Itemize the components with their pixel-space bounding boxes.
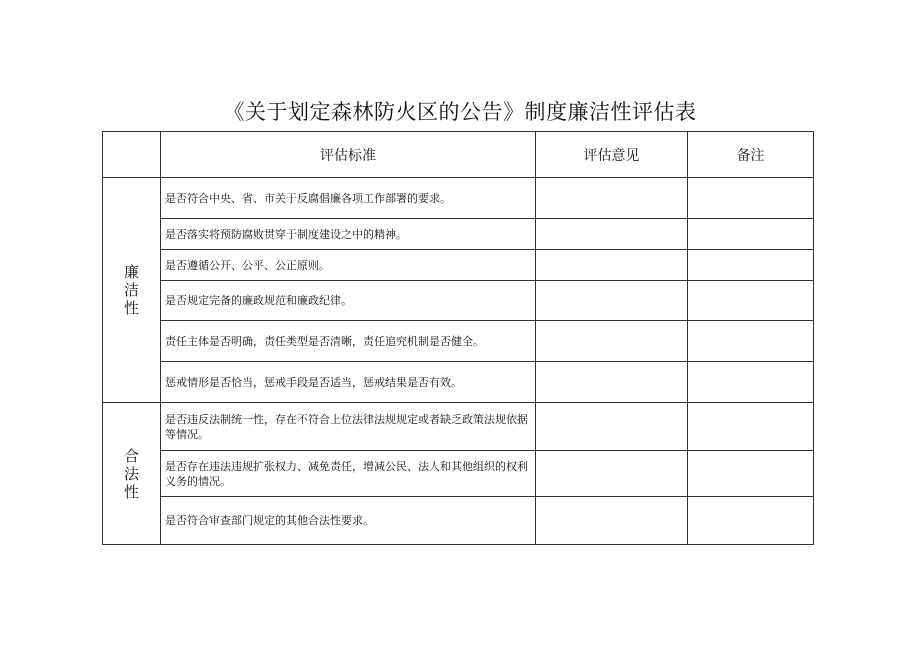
header-criteria: 评估标准 (161, 132, 536, 178)
opinion-cell[interactable] (536, 321, 688, 362)
table-row (103, 362, 814, 403)
criterion-cell: 是否存在违法违规扩张权力、减免责任，增减公民、法人和其他组织的权利义务的情况。 (161, 451, 536, 497)
opinion-cell[interactable] (536, 219, 688, 250)
remark-cell[interactable] (688, 497, 814, 545)
opinion-cell[interactable] (536, 497, 688, 545)
document-title: 《关于划定森林防火区的公告》制度廉洁性评估表 (223, 100, 697, 124)
remark-cell[interactable] (688, 403, 814, 451)
remark-cell[interactable] (688, 250, 814, 281)
category-label: 合法性 (123, 446, 139, 501)
category-legality (103, 403, 161, 545)
remark-cell[interactable] (688, 321, 814, 362)
criterion-cell: 是否落实将预防腐败贯穿于制度建设之中的精神。 (161, 219, 536, 250)
header-remark: 备注 (688, 132, 814, 178)
opinion-cell[interactable] (536, 451, 688, 497)
remark-cell[interactable] (688, 281, 814, 321)
opinion-cell[interactable] (536, 403, 688, 451)
criterion-cell: 是否符合审查部门规定的其他合法性要求。 (161, 497, 536, 545)
table-row (103, 497, 814, 545)
criterion-cell: 惩戒情形是否恰当，惩戒手段是否适当，惩戒结果是否有效。 (161, 362, 536, 403)
criterion-cell: 是否符合中央、省、市关于反腐倡廉各项工作部署的要求。 (161, 178, 536, 219)
remark-cell[interactable] (688, 178, 814, 219)
category-label: 廉洁性 (123, 263, 139, 317)
opinion-cell[interactable] (536, 362, 688, 403)
criterion-cell: 是否遵循公开、公平、公正原则。 (161, 250, 536, 281)
table-row (103, 451, 814, 497)
criterion-cell: 责任主体是否明确，责任类型是否清晰，责任追究机制是否健全。 (161, 321, 536, 362)
category-integrity (103, 178, 161, 403)
remark-cell[interactable] (688, 362, 814, 403)
table-row (103, 250, 814, 281)
remark-cell[interactable] (688, 219, 814, 250)
table-row (103, 403, 814, 451)
remark-cell[interactable] (688, 451, 814, 497)
opinion-cell[interactable] (536, 178, 688, 219)
evaluation-table (102, 131, 814, 545)
table-row (103, 219, 814, 250)
table-row (103, 281, 814, 321)
criterion-cell: 是否规定完备的廉政规范和廉政纪律。 (161, 281, 536, 321)
header-opinion: 评估意见 (536, 132, 688, 178)
table-row (103, 178, 814, 219)
header-row (103, 132, 814, 178)
criterion-cell: 是否违反法制统一性，存在不符合上位法律法规规定或者缺乏政策法规依据等情况。 (161, 403, 536, 451)
opinion-cell[interactable] (536, 250, 688, 281)
opinion-cell[interactable] (536, 281, 688, 321)
table-row (103, 321, 814, 362)
header-category (103, 132, 161, 178)
